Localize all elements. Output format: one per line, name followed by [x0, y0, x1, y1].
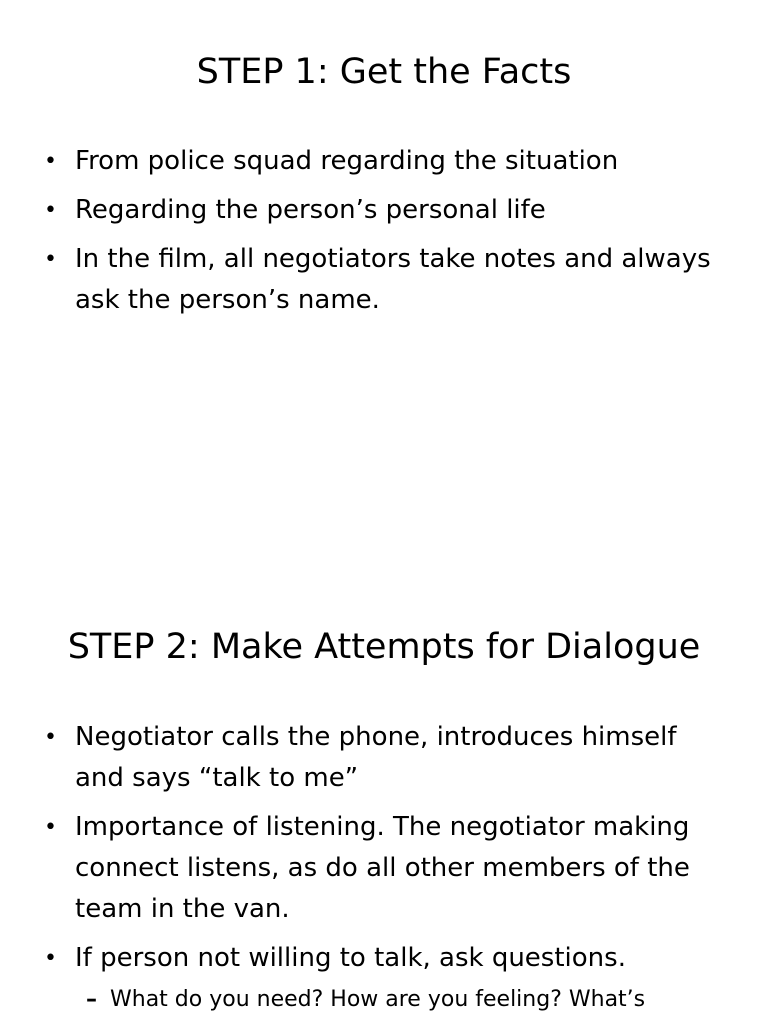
- sub-bullet-text: What do you need? How are you feeling? What’s: [110, 987, 646, 1012]
- bullet-list: [0, 717, 750, 1015]
- bullet-icon: •: [44, 815, 57, 840]
- slide-step-2: [0, 512, 768, 1024]
- bullet-item: [0, 141, 730, 182]
- bullet-icon: •: [44, 149, 57, 174]
- slide-title: STEP 1: Get the Facts: [196, 52, 572, 92]
- bullet-list: [0, 141, 730, 329]
- bullet-icon: •: [44, 946, 57, 971]
- bullet-text: Importance of listening. The negotiator making connect listens, as do all other members of the team in the van.: [75, 812, 690, 924]
- slide-title: STEP 2: Make Attempts for Dialogue: [67, 627, 701, 667]
- bullet-item: [0, 807, 730, 930]
- bullet-icon: •: [44, 725, 57, 750]
- sub-bullet-item: [0, 985, 750, 1015]
- bullet-text: In the film, all negotiators take notes and always ask the person’s name.: [75, 244, 711, 315]
- bullet-text: If person not willing to talk, ask questions.: [75, 943, 626, 973]
- bullet-icon: •: [44, 247, 57, 272]
- bullet-item: [0, 190, 730, 231]
- bullet-item: [0, 239, 730, 321]
- bullet-text: Negotiator calls the phone, introduces himself and says “talk to me”: [75, 722, 677, 793]
- bullet-icon: •: [44, 198, 57, 223]
- bullet-item: [0, 717, 730, 799]
- dash-icon: –: [86, 987, 97, 1012]
- bullet-text: Regarding the person’s personal life: [75, 195, 546, 225]
- bullet-item: [0, 938, 730, 979]
- bullet-text: From police squad regarding the situation: [75, 146, 619, 176]
